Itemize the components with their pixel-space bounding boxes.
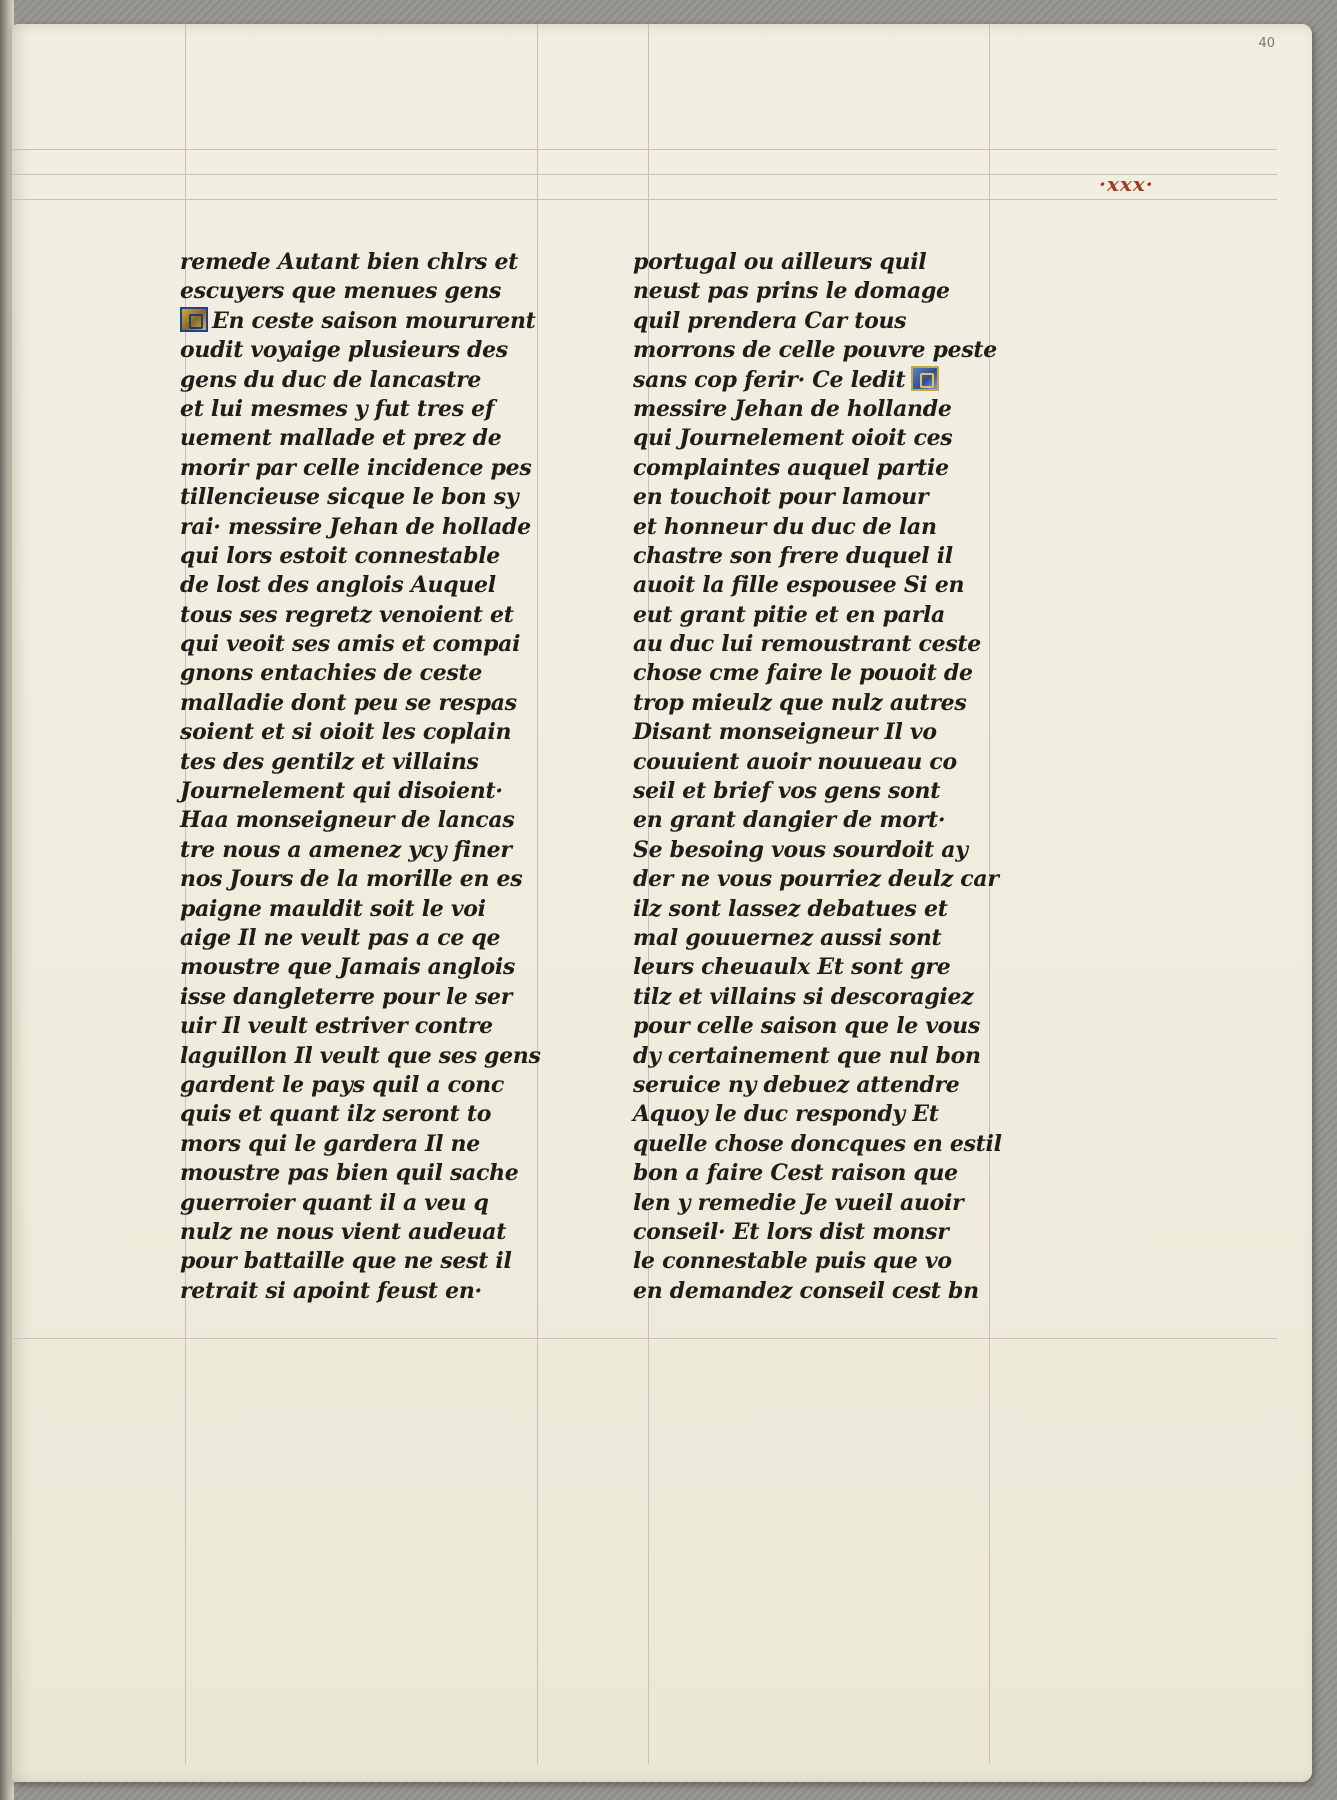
text-line: ilz sont lassez debatues et bbox=[633, 895, 948, 922]
text-line: eut grant pitie et en parla bbox=[633, 601, 945, 628]
ruling-line bbox=[12, 199, 1277, 200]
text-line: paigne mauldit soit le voi bbox=[180, 895, 486, 922]
text-line: gardent le pays quil a conc bbox=[180, 1071, 504, 1098]
text-line: messire Jehan de hollande bbox=[633, 395, 952, 422]
text-line: tillencieuse sicque le bon sy bbox=[180, 484, 519, 511]
illuminated-initial-icon bbox=[180, 307, 208, 332]
text-line: pour celle saison que le vous bbox=[633, 1013, 980, 1040]
text-line: Disant monseigneur Il vo bbox=[633, 719, 937, 746]
illuminated-initial-icon bbox=[911, 366, 939, 391]
text-line-content: sans cop ferir· Ce ledit bbox=[633, 366, 906, 393]
text-line: mal gouuernez aussi sont bbox=[633, 924, 942, 951]
text-line: auoit la fille espousee Si en bbox=[633, 572, 965, 599]
ruling-line bbox=[12, 1338, 1277, 1339]
text-line: Journelement qui disoient· bbox=[180, 778, 503, 805]
text-line: morrons de celle pouvre peste bbox=[633, 337, 997, 364]
text-line: trop mieulz que nulz autres bbox=[633, 689, 967, 716]
text-line: en demandez conseil cest bn bbox=[633, 1277, 979, 1304]
text-line: guerroier quant il a veu q bbox=[180, 1189, 489, 1216]
text-line: Se besoing vous sourdoit ay bbox=[633, 836, 968, 863]
ruling-line bbox=[12, 149, 1277, 150]
text-line: tilz et villains si descoragiez bbox=[633, 983, 974, 1010]
text-line: oudit voyaige plusieurs des bbox=[180, 337, 508, 364]
text-line: complaintes auquel partie bbox=[633, 454, 949, 481]
text-line: couuient auoir nouueau co bbox=[633, 748, 957, 775]
text-line: seil et brief vos gens sont bbox=[633, 778, 941, 805]
text-line: remede Autant bien chlrs et bbox=[180, 249, 519, 275]
text-line: morir par celle incidence pes bbox=[180, 454, 532, 481]
text-line: moustre pas bien quil sache bbox=[180, 1160, 519, 1187]
text-line: qui Journelement oioit ces bbox=[633, 425, 953, 452]
text-line: pour battaille que ne sest il bbox=[180, 1248, 512, 1275]
text-line: tes des gentilz et villains bbox=[180, 748, 479, 775]
text-line: retrait si apoint feust en· bbox=[180, 1277, 482, 1304]
text-line: der ne vous pourriez deulz car bbox=[633, 866, 999, 893]
text-line: aige Il ne veult pas a ce qe bbox=[180, 924, 501, 951]
text-line: seruice ny debuez attendre bbox=[633, 1071, 960, 1098]
text-line: conseil· Et lors dist monsr bbox=[633, 1218, 949, 1245]
text-line: en touchoit pour lamour bbox=[633, 484, 929, 511]
text-line: et honneur du duc de lan bbox=[633, 513, 937, 540]
text-line: rai· messire Jehan de hollade bbox=[180, 513, 531, 540]
text-line: Haa monseigneur de lancas bbox=[180, 807, 515, 834]
text-line: bon a faire Cest raison que bbox=[633, 1160, 958, 1187]
text-line: neust pas prins le domage bbox=[633, 278, 950, 305]
text-column-left bbox=[180, 248, 541, 1306]
text-line: soient et si oioit les coplain bbox=[180, 719, 512, 746]
text-line: isse dangleterre pour le ser bbox=[180, 983, 513, 1010]
text-line: quelle chose doncques en estil bbox=[633, 1130, 1002, 1157]
text-line: chastre son frere duquel il bbox=[633, 542, 953, 569]
text-line: moustre que Jamais anglois bbox=[180, 954, 515, 981]
text-line: len y remedie Je vueil auoir bbox=[633, 1189, 964, 1216]
folio-number: 40 bbox=[1258, 36, 1275, 51]
chapter-number: ·xxx· bbox=[1099, 172, 1154, 196]
text-line: portugal ou ailleurs quil bbox=[633, 249, 927, 275]
text-line: qui lors estoit connestable bbox=[180, 542, 500, 569]
text-line: dy certainement que nul bon bbox=[633, 1042, 981, 1069]
ruling-line bbox=[12, 174, 1277, 175]
text-line: le connestable puis que vo bbox=[633, 1248, 952, 1275]
text-line: gens du duc de lancastre bbox=[180, 366, 482, 393]
text-line: au duc lui remoustrant ceste bbox=[633, 631, 981, 658]
text-line: tre nous a amenez ycy finer bbox=[180, 836, 512, 863]
text-line: et lui mesmes y fut tres ef bbox=[180, 395, 495, 422]
text-line: mors qui le gardera Il ne bbox=[180, 1130, 480, 1157]
text-line: laguillon Il veult que ses gens bbox=[180, 1042, 541, 1069]
text-line: uir Il veult estriver contre bbox=[180, 1013, 493, 1040]
text-line: Aquoy le duc respondy Et bbox=[633, 1101, 939, 1128]
text-line: leurs cheuaulx Et sont gre bbox=[633, 954, 951, 981]
text-line: quis et quant ilz seront to bbox=[180, 1101, 492, 1128]
text-line: nulz ne nous vient audeuat bbox=[180, 1218, 507, 1245]
text-line: malladie dont peu se respas bbox=[180, 689, 517, 716]
text-line: chose cme faire le pouoit de bbox=[633, 660, 973, 687]
text-line: quil prendera Car tous bbox=[633, 307, 907, 334]
text-line-content: En ceste saison moururent bbox=[212, 307, 536, 334]
text-line: tous ses regretz venoient et bbox=[180, 601, 514, 628]
text-line bbox=[180, 307, 541, 336]
text-line: escuyers que menues gens bbox=[180, 278, 502, 305]
text-line: uement mallade et prez de bbox=[180, 425, 502, 452]
text-line: de lost des anglois Auquel bbox=[180, 572, 496, 599]
text-line: gnons entachies de ceste bbox=[180, 660, 483, 687]
text-line: qui veoit ses amis et compai bbox=[180, 631, 521, 658]
text-line: en grant dangier de mort· bbox=[633, 807, 946, 834]
text-column-right bbox=[633, 248, 1002, 1306]
text-line: nos Jours de la morille en es bbox=[180, 866, 523, 893]
text-line bbox=[633, 366, 1002, 395]
